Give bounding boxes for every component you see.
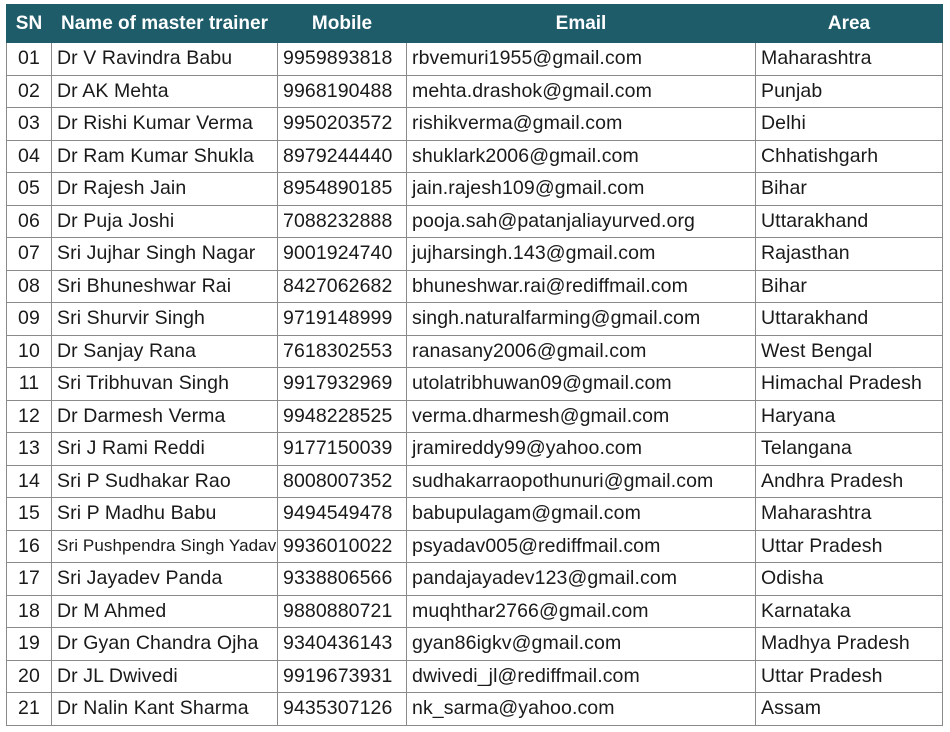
cell-trainer-name: Dr Nalin Kant Sharma: [52, 693, 278, 726]
cell-trainer-name: Sri Jujhar Singh Nagar: [52, 238, 278, 271]
cell-email: shuklark2006@gmail.com: [407, 140, 756, 173]
cell-sn: 07: [7, 238, 52, 271]
cell-mobile: 9959893818: [278, 43, 407, 76]
cell-sn: 06: [7, 205, 52, 238]
cell-mobile: 7618302553: [278, 335, 407, 368]
cell-mobile: 9948228525: [278, 400, 407, 433]
table-row: [7, 368, 943, 401]
cell-trainer-name: Sri Pushpendra Singh Yadav: [52, 530, 278, 563]
cell-mobile: 8008007352: [278, 465, 407, 498]
cell-sn: 09: [7, 303, 52, 336]
cell-sn: 08: [7, 270, 52, 303]
cell-area: Karnataka: [756, 595, 943, 628]
cell-trainer-name: Dr Ram Kumar Shukla: [52, 140, 278, 173]
table-row: [7, 498, 943, 531]
cell-sn: 11: [7, 368, 52, 401]
table-row: [7, 270, 943, 303]
cell-email: psyadav005@rediffmail.com: [407, 530, 756, 563]
cell-trainer-name: Dr Rajesh Jain: [52, 173, 278, 206]
cell-area: Maharashtra: [756, 498, 943, 531]
table-row: [7, 108, 943, 141]
cell-area: West Bengal: [756, 335, 943, 368]
cell-sn: 16: [7, 530, 52, 563]
cell-trainer-name: Dr Sanjay Rana: [52, 335, 278, 368]
table-row: [7, 75, 943, 108]
table-row: [7, 433, 943, 466]
cell-trainer-name: Dr JL Dwivedi: [52, 660, 278, 693]
cell-email: jramireddy99@yahoo.com: [407, 433, 756, 466]
cell-sn: 21: [7, 693, 52, 726]
cell-area: Himachal Pradesh: [756, 368, 943, 401]
table-row: [7, 628, 943, 661]
table-row: [7, 140, 943, 173]
cell-area: Chhatishgarh: [756, 140, 943, 173]
cell-mobile: 9177150039: [278, 433, 407, 466]
cell-sn: 17: [7, 563, 52, 596]
cell-area: Maharashtra: [756, 43, 943, 76]
cell-email: dwivedi_jl@rediffmail.com: [407, 660, 756, 693]
cell-email: nk_sarma@yahoo.com: [407, 693, 756, 726]
cell-sn: 15: [7, 498, 52, 531]
cell-sn: 19: [7, 628, 52, 661]
cell-email: pandajayadev123@gmail.com: [407, 563, 756, 596]
cell-area: Assam: [756, 693, 943, 726]
cell-mobile: 9435307126: [278, 693, 407, 726]
table-row: [7, 530, 943, 563]
cell-mobile: 8954890185: [278, 173, 407, 206]
cell-mobile: 9001924740: [278, 238, 407, 271]
cell-email: muqhthar2766@gmail.com: [407, 595, 756, 628]
cell-trainer-name: Dr AK Mehta: [52, 75, 278, 108]
table-row: [7, 303, 943, 336]
cell-email: gyan86igkv@gmail.com: [407, 628, 756, 661]
cell-mobile: 8979244440: [278, 140, 407, 173]
cell-sn: 01: [7, 43, 52, 76]
cell-trainer-name: Sri Jayadev Panda: [52, 563, 278, 596]
cell-email: sudhakarraopothunuri@gmail.com: [407, 465, 756, 498]
cell-area: Delhi: [756, 108, 943, 141]
cell-trainer-name: Sri Bhuneshwar Rai: [52, 270, 278, 303]
table-row: [7, 173, 943, 206]
cell-trainer-name: Sri Tribhuvan Singh: [52, 368, 278, 401]
cell-trainer-name: Dr Puja Joshi: [52, 205, 278, 238]
cell-trainer-name: Dr V Ravindra Babu: [52, 43, 278, 76]
cell-mobile: 9919673931: [278, 660, 407, 693]
cell-area: Madhya Pradesh: [756, 628, 943, 661]
cell-sn: 20: [7, 660, 52, 693]
cell-mobile: 9340436143: [278, 628, 407, 661]
cell-area: Telangana: [756, 433, 943, 466]
cell-mobile: 9338806566: [278, 563, 407, 596]
header-mobile: Mobile: [278, 5, 407, 43]
cell-email: babupulagam@gmail.com: [407, 498, 756, 531]
table-row: [7, 400, 943, 433]
cell-sn: 10: [7, 335, 52, 368]
cell-area: Bihar: [756, 173, 943, 206]
cell-area: Andhra Pradesh: [756, 465, 943, 498]
cell-area: Punjab: [756, 75, 943, 108]
cell-email: rbvemuri1955@gmail.com: [407, 43, 756, 76]
cell-trainer-name: Dr Gyan Chandra Ojha: [52, 628, 278, 661]
cell-email: pooja.sah@patanjaliayurved.org: [407, 205, 756, 238]
cell-mobile: 9936010022: [278, 530, 407, 563]
cell-sn: 02: [7, 75, 52, 108]
header-sn: SN: [7, 5, 52, 43]
cell-email: ranasany2006@gmail.com: [407, 335, 756, 368]
cell-area: Uttar Pradesh: [756, 660, 943, 693]
cell-area: Odisha: [756, 563, 943, 596]
cell-mobile: 9880880721: [278, 595, 407, 628]
table-row: [7, 238, 943, 271]
cell-email: rishikverma@gmail.com: [407, 108, 756, 141]
cell-area: Bihar: [756, 270, 943, 303]
table-body: [7, 43, 943, 726]
header-area: Area: [756, 5, 943, 43]
cell-email: jujharsingh.143@gmail.com: [407, 238, 756, 271]
cell-mobile: 9950203572: [278, 108, 407, 141]
table-row: [7, 465, 943, 498]
cell-mobile: 8427062682: [278, 270, 407, 303]
cell-sn: 05: [7, 173, 52, 206]
cell-trainer-name: Sri P Madhu Babu: [52, 498, 278, 531]
header-row: [7, 5, 943, 43]
cell-email: mehta.drashok@gmail.com: [407, 75, 756, 108]
table-row: [7, 660, 943, 693]
cell-trainer-name: Dr Darmesh Verma: [52, 400, 278, 433]
cell-email: singh.naturalfarming@gmail.com: [407, 303, 756, 336]
table-row: [7, 563, 943, 596]
cell-trainer-name: Dr Rishi Kumar Verma: [52, 108, 278, 141]
header-name: Name of master trainer: [52, 5, 278, 43]
cell-sn: 13: [7, 433, 52, 466]
cell-area: Haryana: [756, 400, 943, 433]
cell-area: Rajasthan: [756, 238, 943, 271]
cell-mobile: 9719148999: [278, 303, 407, 336]
table-row: [7, 43, 943, 76]
cell-mobile: 9917932969: [278, 368, 407, 401]
cell-sn: 12: [7, 400, 52, 433]
cell-trainer-name: Dr M Ahmed: [52, 595, 278, 628]
table-row: [7, 693, 943, 726]
cell-area: Uttar Pradesh: [756, 530, 943, 563]
table-row: [7, 595, 943, 628]
cell-sn: 14: [7, 465, 52, 498]
cell-trainer-name: Sri J Rami Reddi: [52, 433, 278, 466]
cell-mobile: 9494549478: [278, 498, 407, 531]
cell-sn: 03: [7, 108, 52, 141]
cell-email: utolatribhuwan09@gmail.com: [407, 368, 756, 401]
cell-area: Uttarakhand: [756, 205, 943, 238]
cell-sn: 04: [7, 140, 52, 173]
table-header: [7, 5, 943, 43]
cell-trainer-name: Sri P Sudhakar Rao: [52, 465, 278, 498]
table-row: [7, 335, 943, 368]
cell-trainer-name: Sri Shurvir Singh: [52, 303, 278, 336]
header-email: Email: [407, 5, 756, 43]
master-trainers-table: [6, 4, 943, 726]
cell-email: bhuneshwar.rai@rediffmail.com: [407, 270, 756, 303]
cell-area: Uttarakhand: [756, 303, 943, 336]
cell-mobile: 9968190488: [278, 75, 407, 108]
cell-email: verma.dharmesh@gmail.com: [407, 400, 756, 433]
cell-mobile: 7088232888: [278, 205, 407, 238]
cell-email: jain.rajesh109@gmail.com: [407, 173, 756, 206]
table-row: [7, 205, 943, 238]
cell-sn: 18: [7, 595, 52, 628]
